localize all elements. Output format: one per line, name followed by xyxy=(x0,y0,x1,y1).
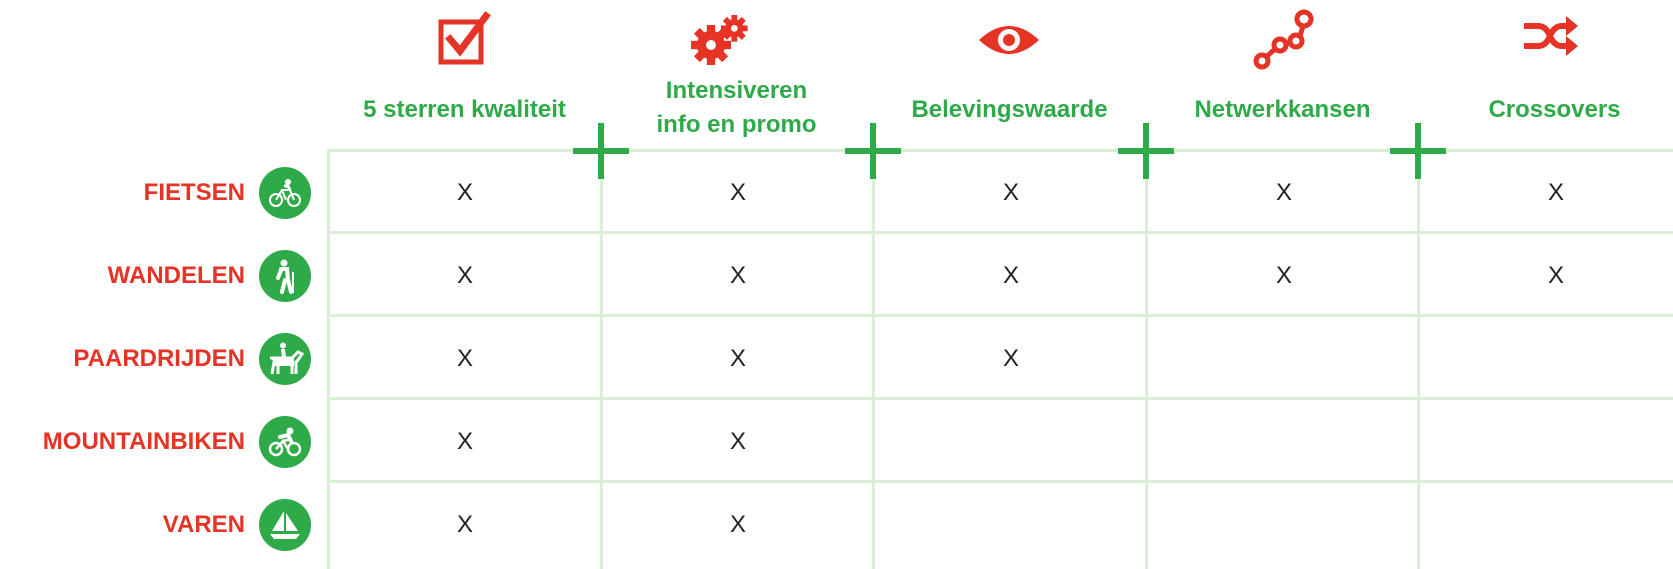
cell-mark: X xyxy=(456,179,473,206)
cell-mark: X xyxy=(729,345,746,372)
grid-line xyxy=(327,149,330,569)
grid-line xyxy=(1145,149,1148,569)
cell-mark: X xyxy=(1002,179,1019,206)
column-heading-info-promo xyxy=(609,74,864,142)
cell-mark: X xyxy=(729,262,746,289)
row-label-paardrijden: PAARDRIJDEN xyxy=(73,345,245,372)
grid-line xyxy=(1417,149,1420,569)
grid-line xyxy=(600,149,603,569)
cell-mark: X xyxy=(729,179,746,206)
row-label-mountainbiken: MOUNTAINBIKEN xyxy=(42,428,245,455)
cell-mark: X xyxy=(1275,179,1292,206)
grid-line xyxy=(327,480,1673,483)
grid-line xyxy=(872,149,875,569)
cell-mark: X xyxy=(1002,345,1019,372)
grid-line xyxy=(327,231,1673,234)
eye-icon xyxy=(974,5,1044,75)
row-label-fietsen: FIETSEN xyxy=(143,179,245,206)
cell-mark: X xyxy=(1275,262,1292,289)
cell-mark: X xyxy=(456,262,473,289)
cyclist-icon xyxy=(259,167,311,219)
cell-mark: X xyxy=(1002,262,1019,289)
grid-line xyxy=(327,149,1673,152)
shuffle-icon xyxy=(1515,2,1585,72)
hiker-icon xyxy=(259,250,311,302)
column-heading-crossovers: Crossovers xyxy=(1488,96,1621,123)
column-heading-line: info en promo xyxy=(656,111,817,138)
cell-mark: X xyxy=(1547,179,1564,206)
checkbox-icon xyxy=(430,5,500,75)
cell-mark: X xyxy=(456,428,473,455)
sailboat-icon xyxy=(259,499,311,551)
cell-mark: X xyxy=(729,511,746,538)
column-heading-line: Intensiveren xyxy=(665,77,808,104)
gears-icon xyxy=(686,5,756,75)
mountainbiker-icon xyxy=(259,416,311,468)
grid-line xyxy=(327,314,1673,317)
row-label-wandelen: WANDELEN xyxy=(107,262,245,289)
cell-mark: X xyxy=(456,345,473,372)
row-label-varen: VAREN xyxy=(162,511,245,538)
horse-rider-icon xyxy=(259,333,311,385)
column-heading-quality: 5 sterren kwaliteit xyxy=(363,96,566,123)
cell-mark: X xyxy=(729,428,746,455)
column-heading-experience: Belevingswaarde xyxy=(911,96,1108,123)
grid-line xyxy=(327,397,1673,400)
cell-mark: X xyxy=(1547,262,1564,289)
network-nodes-icon xyxy=(1248,5,1318,75)
column-heading-network: Netwerkkansen xyxy=(1194,96,1371,123)
cell-mark: X xyxy=(456,511,473,538)
